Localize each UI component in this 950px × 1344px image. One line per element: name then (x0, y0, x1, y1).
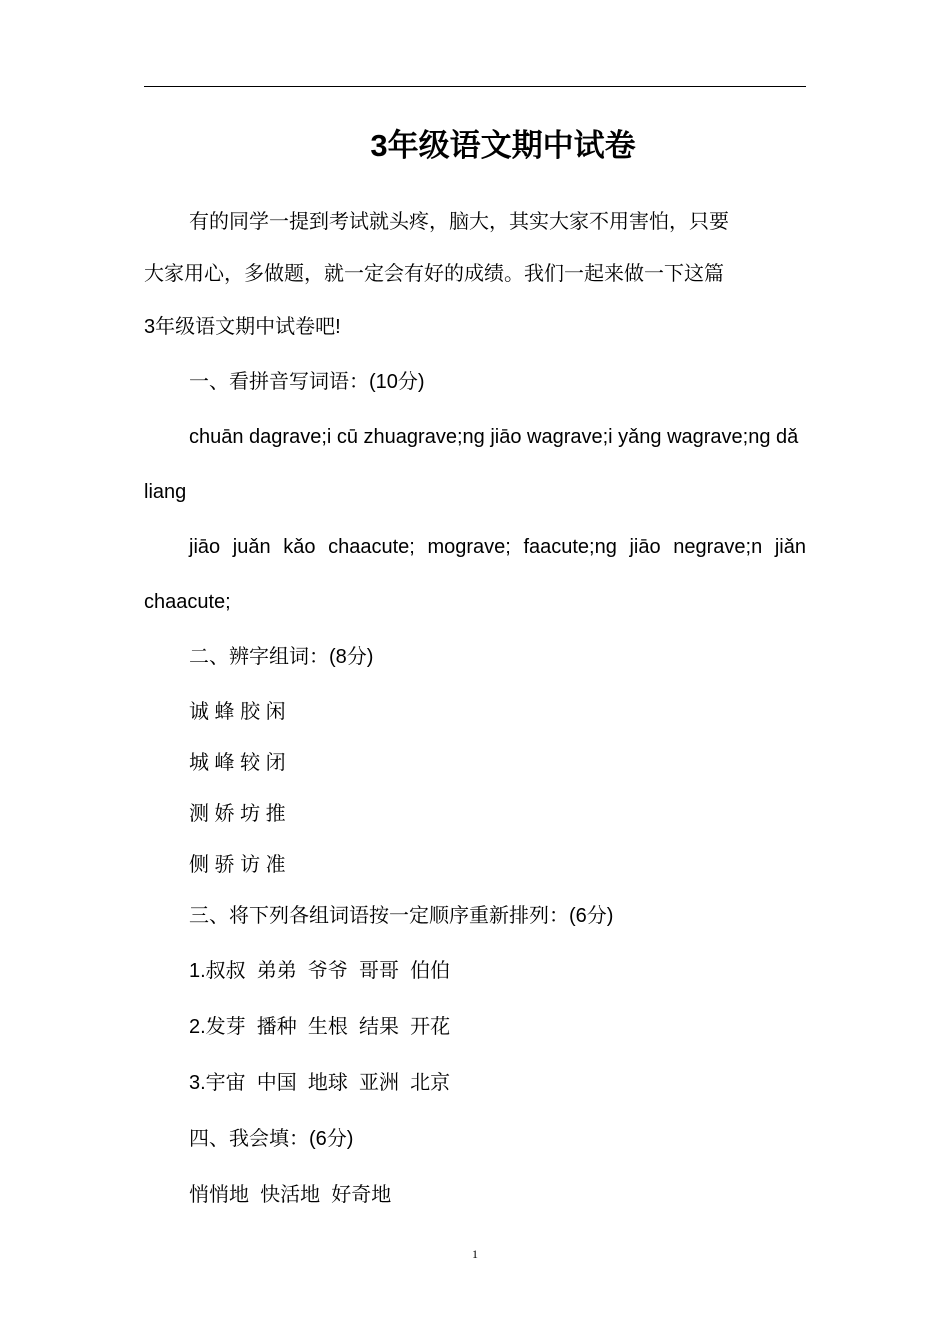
char-group-row: 侧 骄 访 准 (189, 854, 286, 876)
pinyin-row1-line2: liang (144, 481, 187, 503)
fill-in-words: 悄悄地 快活地 好奇地 (189, 1184, 392, 1206)
char-group-row: 测 娇 坊 推 (189, 803, 286, 825)
pinyin-word: jiāo (189, 536, 221, 558)
ordering-item: 1.叔叔 弟弟 爷爷 哥哥 伯伯 (189, 960, 451, 982)
ordering-item: 3.宇宙 中国 地球 亚洲 北京 (189, 1072, 451, 1094)
pinyin-row1-line1: chuān dagrave;i cū zhuagrave;ng jiāo wagrave;i yǎng wagrave;ng dǎ (189, 426, 799, 448)
pinyin-word: jiāo (629, 536, 661, 558)
char-group-row: 诚 蜂 胶 闲 (189, 701, 286, 723)
char-group-row: 城 峰 较 闭 (189, 752, 286, 774)
header-rule (144, 86, 806, 87)
pinyin-row2-line1 (189, 532, 806, 562)
section3-heading: 三、将下列各组词语按一定顺序重新排列：(6分) (189, 905, 614, 927)
pinyin-word: juǎn (232, 536, 271, 558)
pinyin-word: chaacute; (328, 536, 415, 558)
pinyin-word: negrave;n (673, 536, 763, 558)
page-number: 1 (472, 1247, 478, 1261)
section4-heading: 四、我会填：(6分) (189, 1128, 354, 1150)
pinyin-word: mograve; (427, 536, 511, 558)
intro-line-1: 有的同学一提到考试就头疼，脑大，其实大家不用害怕，只要 (189, 211, 729, 233)
pinyin-word: jiǎn (774, 536, 806, 558)
section2-heading: 二、辨字组词：(8分) (189, 646, 374, 668)
intro-line-3: 3年级语文期中试卷吧! (144, 316, 341, 338)
section1-heading: 一、看拼音写词语：(10分) (189, 371, 425, 393)
pinyin-word: faacute;ng (523, 536, 617, 558)
ordering-item: 2.发芽 播种 生根 结果 开花 (189, 1016, 451, 1038)
document-title: 3年级语文期中试卷 (370, 128, 636, 163)
intro-line-2: 大家用心，多做题，就一定会有好的成绩。我们一起来做一下这篇 (144, 263, 724, 285)
pinyin-word: kǎo (283, 536, 316, 558)
pinyin-row2-line2: chaacute; (144, 591, 231, 613)
